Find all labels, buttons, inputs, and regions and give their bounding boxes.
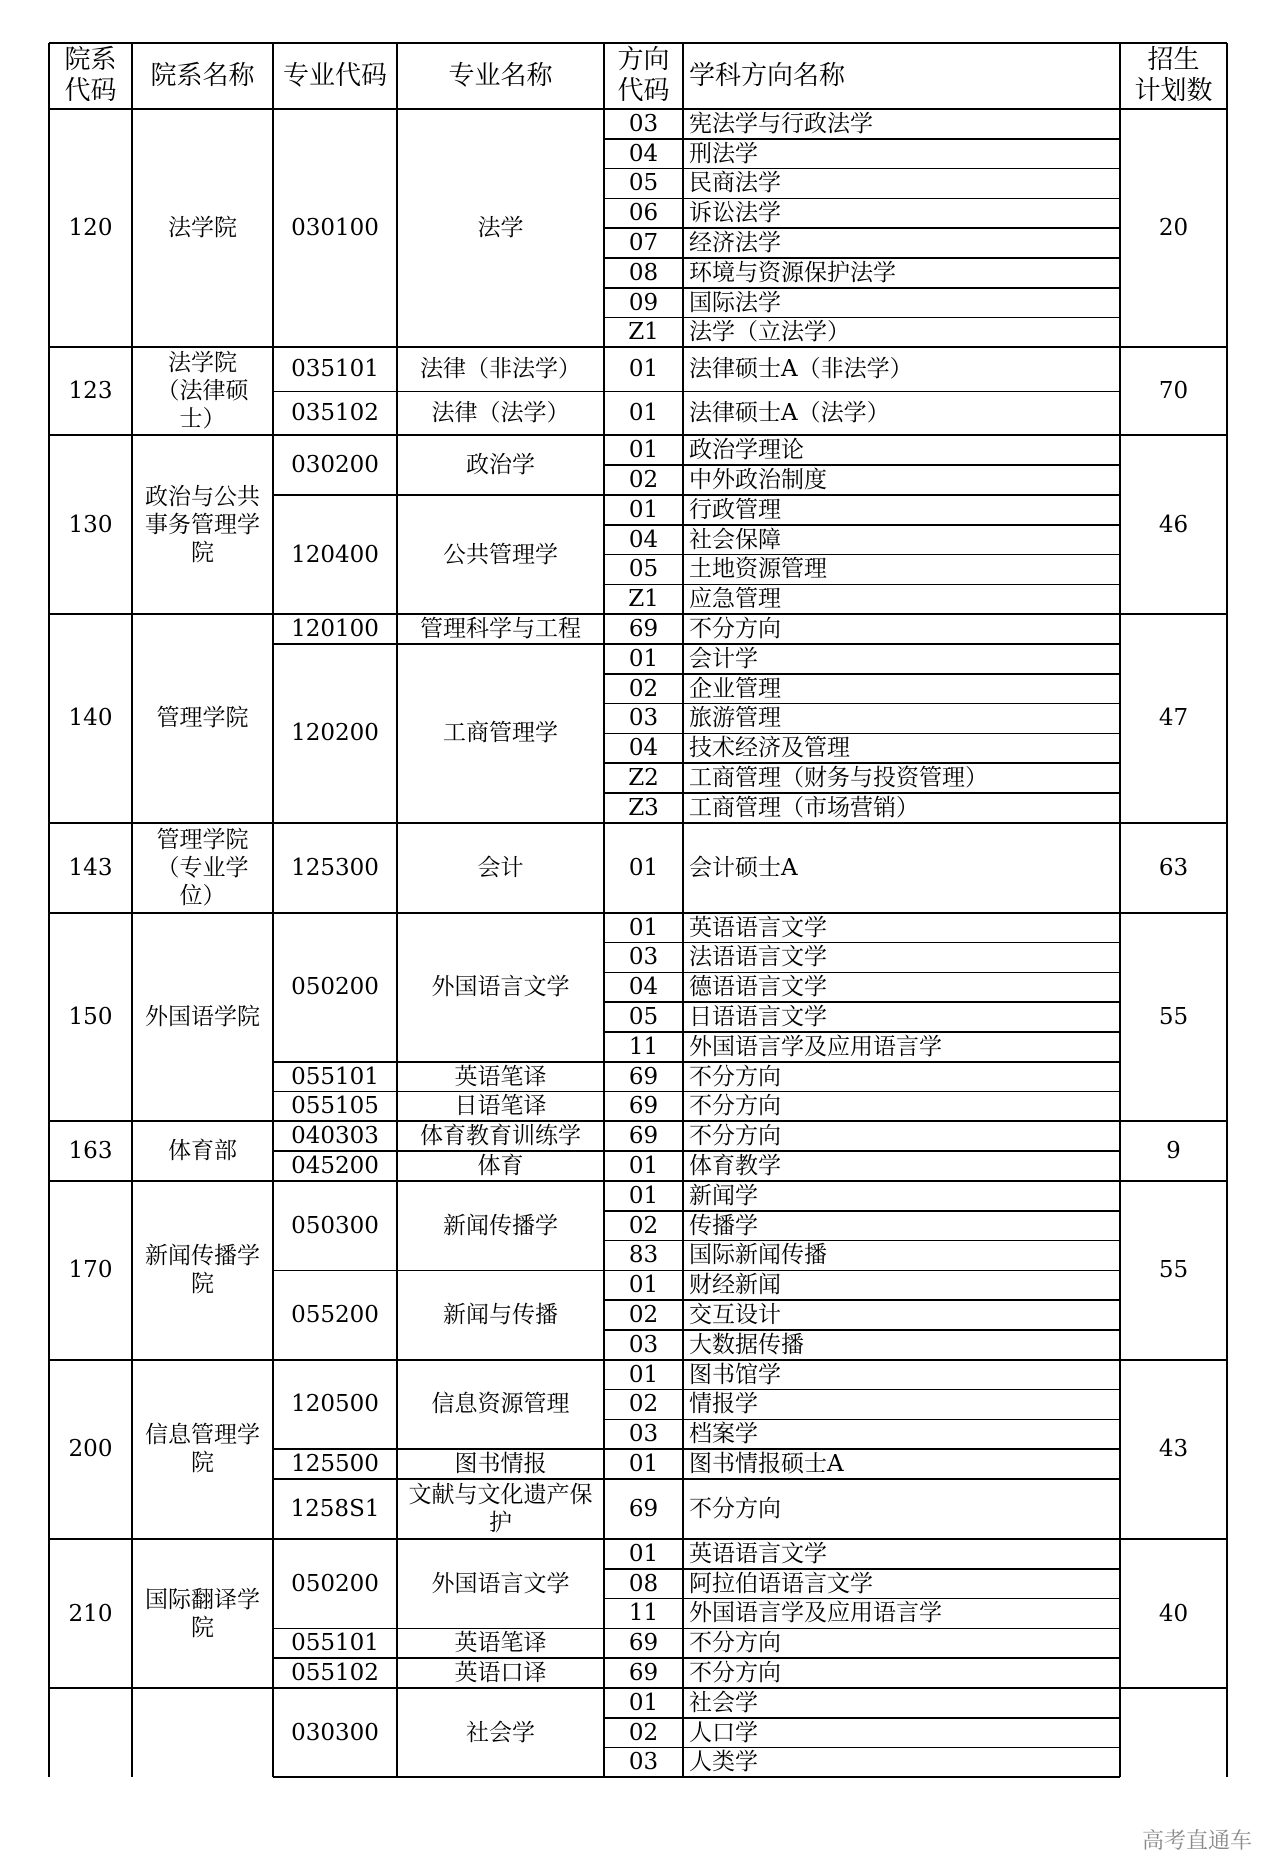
dept-name: 信息管理学 院 [145, 1422, 260, 1477]
direction-name: 外国语言学及应用语言学 [689, 1600, 942, 1627]
major-name: 信息资源管理 [431, 1391, 570, 1418]
major-name: 体育教育训练学 [420, 1123, 581, 1150]
direction-code: Z1 [628, 319, 659, 346]
direction-name: 中外政治制度 [689, 467, 827, 494]
direction-code: 05 [628, 170, 659, 197]
major-name: 工商管理学 [443, 720, 558, 747]
major-name: 新闻传播学 [443, 1212, 558, 1239]
direction-code: Z1 [628, 586, 659, 613]
direction-code: 06 [628, 200, 659, 227]
direction-name: 阿拉伯语语言文学 [689, 1570, 873, 1597]
major-name: 法学 [477, 215, 524, 242]
direction-name: 财经新闻 [689, 1272, 781, 1299]
direction-code: 03 [628, 1331, 659, 1358]
direction-name: 新闻学 [689, 1182, 758, 1209]
direction-code: 02 [628, 467, 659, 494]
major-name: 社会学 [466, 1719, 535, 1746]
major-name: 文献与文化遗产保 护 [408, 1482, 593, 1536]
direction-name: 外国语言学及应用语言学 [689, 1033, 942, 1060]
direction-code: 05 [628, 1004, 659, 1031]
direction-code: 01 [628, 1689, 659, 1716]
major-code: 045200 [291, 1153, 379, 1180]
direction-name: 刑法学 [689, 140, 758, 167]
direction-code: Z3 [628, 794, 659, 821]
direction-code: 01 [628, 1540, 659, 1567]
major-name: 日语笔译 [454, 1093, 547, 1120]
dept-name: 外国语学院 [145, 1004, 260, 1031]
major-name: 法律（法学） [431, 400, 570, 427]
direction-code: 05 [628, 556, 659, 583]
column-divider [1226, 43, 1228, 1777]
major-name: 图书情报 [454, 1451, 547, 1478]
dept-code: 140 [68, 705, 113, 732]
direction-name: 不分方向 [689, 1093, 781, 1120]
direction-name: 宪法学与行政法学 [689, 110, 873, 137]
direction-name: 会计硕士A [689, 854, 798, 881]
direction-code: 01 [628, 356, 659, 383]
dept-name: 管理学院 [156, 705, 249, 732]
major-code: 120500 [291, 1391, 379, 1418]
major-name: 政治学 [466, 452, 535, 479]
dept-name: 政治与公共 事务管理学 院 [145, 483, 260, 566]
direction-code: 02 [628, 1302, 659, 1329]
direction-name: 人口学 [689, 1719, 758, 1746]
direction-name: 社会学 [689, 1689, 758, 1716]
direction-code: 69 [628, 1093, 659, 1120]
direction-name: 档案学 [689, 1421, 758, 1448]
direction-name: 德语语言文学 [689, 974, 827, 1001]
direction-name: 英语语言文学 [689, 914, 827, 941]
direction-name: 旅游管理 [689, 705, 781, 732]
column-divider [682, 43, 684, 1777]
column-divider [396, 43, 398, 1777]
direction-code: 01 [628, 854, 659, 881]
direction-code: 01 [628, 645, 659, 672]
direction-name: 经济法学 [689, 230, 781, 257]
direction-code: 02 [628, 1391, 659, 1418]
direction-code: 03 [628, 944, 659, 971]
major-name: 英语笔译 [454, 1063, 547, 1090]
direction-code: 08 [628, 259, 659, 286]
quota-value: 46 [1158, 511, 1189, 538]
direction-name: 日语语言文学 [689, 1004, 827, 1031]
direction-code: 11 [628, 1033, 659, 1060]
major-code: 125500 [291, 1451, 379, 1478]
direction-name: 会计学 [689, 645, 758, 672]
direction-code: 04 [628, 735, 659, 762]
header-direction-code: 方向 代码 [617, 45, 670, 106]
direction-name: 政治学理论 [689, 437, 804, 464]
direction-name: 法律硕士A（非法学） [689, 356, 913, 383]
major-code: 1258S1 [290, 1496, 380, 1522]
direction-name: 图书馆学 [689, 1361, 781, 1388]
direction-code: 83 [628, 1242, 659, 1269]
direction-name: 不分方向 [689, 1496, 781, 1522]
major-code: 050200 [291, 1570, 379, 1597]
major-name: 体育 [477, 1153, 524, 1180]
direction-code: Z2 [628, 765, 659, 792]
quota-value: 55 [1158, 1257, 1189, 1284]
direction-name: 环境与资源保护法学 [689, 259, 896, 286]
direction-code: 01 [628, 914, 659, 941]
quota-value: 55 [1158, 1004, 1189, 1031]
direction-name: 企业管理 [689, 675, 781, 702]
direction-code: 01 [628, 1153, 659, 1180]
direction-code: 03 [628, 1749, 659, 1776]
direction-name: 社会保障 [689, 526, 781, 553]
direction-code: 09 [628, 289, 659, 316]
dept-code: 123 [68, 378, 113, 405]
direction-code: 04 [628, 140, 659, 167]
dept-name [132, 1688, 273, 1777]
dept-code: 143 [68, 854, 113, 881]
major-name: 新闻与传播 [443, 1302, 558, 1329]
column-divider [272, 43, 274, 1777]
header-major-code: 专业代码 [282, 60, 387, 91]
direction-name: 土地资源管理 [689, 556, 827, 583]
watermark-text: 高考直通车 [1141, 1829, 1252, 1854]
quota-value: 47 [1158, 705, 1189, 732]
direction-code: 01 [628, 437, 659, 464]
direction-code: 69 [628, 1630, 659, 1657]
dept-name: 法学院 （法律硕 士） [156, 350, 249, 433]
direction-name: 行政管理 [689, 496, 781, 523]
direction-name: 国际法学 [689, 289, 781, 316]
direction-name: 法学（立法学） [689, 319, 850, 346]
dept-code [49, 1688, 132, 1777]
major-code: 120100 [291, 616, 379, 643]
direction-code: 69 [628, 1660, 659, 1687]
major-name: 管理科学与工程 [420, 616, 581, 643]
major-name: 外国语言文学 [431, 1570, 570, 1597]
major-name: 英语笔译 [454, 1630, 547, 1657]
dept-code: 210 [68, 1600, 113, 1627]
quota-value: 40 [1158, 1600, 1189, 1627]
direction-code: 02 [628, 1212, 659, 1239]
direction-code: 69 [628, 1123, 659, 1150]
direction-name: 不分方向 [689, 1123, 781, 1150]
direction-name: 诉讼法学 [689, 200, 781, 227]
direction-code: 04 [628, 526, 659, 553]
direction-name: 不分方向 [689, 1630, 781, 1657]
dept-code: 130 [68, 511, 113, 538]
direction-code: 01 [628, 1272, 659, 1299]
dept-code: 200 [68, 1436, 113, 1463]
column-divider [603, 43, 605, 1777]
direction-name: 民商法学 [689, 170, 781, 197]
direction-code: 03 [628, 110, 659, 137]
major-name: 英语口译 [454, 1660, 547, 1687]
direction-name: 交互设计 [689, 1302, 781, 1329]
major-code: 120400 [291, 541, 379, 568]
direction-code: 08 [628, 1570, 659, 1597]
major-code: 050200 [291, 974, 379, 1001]
direction-name: 情报学 [689, 1391, 758, 1418]
dept-code: 170 [68, 1257, 113, 1284]
quota-value: 20 [1158, 215, 1189, 242]
direction-name: 法律硕士A（法学） [689, 400, 890, 427]
row-divider [273, 1776, 1120, 1778]
column-divider [48, 43, 50, 1777]
major-code: 055200 [291, 1302, 379, 1329]
direction-code: 02 [628, 1719, 659, 1746]
direction-code: 11 [628, 1600, 659, 1627]
direction-name: 法语语言文学 [689, 944, 827, 971]
direction-code: 01 [628, 1451, 659, 1478]
dept-name: 新闻传播学 院 [145, 1243, 260, 1298]
major-code: 040303 [291, 1123, 379, 1150]
dept-name: 国际翻译学 院 [145, 1586, 260, 1641]
major-code: 055102 [291, 1660, 379, 1687]
header-direction-name: 学科方向名称 [689, 60, 846, 91]
direction-code: 01 [628, 400, 659, 427]
major-code: 030300 [291, 1719, 379, 1746]
dept-code: 120 [68, 215, 113, 242]
quota-value: 9 [1166, 1138, 1181, 1165]
direction-name: 工商管理（市场营销） [689, 794, 919, 821]
direction-name: 不分方向 [689, 1660, 781, 1687]
direction-code: 03 [628, 705, 659, 732]
direction-name: 国际新闻传播 [689, 1242, 827, 1269]
direction-code: 01 [628, 1182, 659, 1209]
direction-name: 不分方向 [689, 1063, 781, 1090]
major-code: 055101 [291, 1063, 379, 1090]
column-divider [131, 43, 133, 1777]
direction-name: 大数据传播 [689, 1331, 804, 1358]
direction-name: 不分方向 [689, 616, 781, 643]
major-name: 法律（非法学） [420, 356, 581, 383]
major-code: 125300 [291, 854, 379, 881]
major-code: 120200 [291, 720, 379, 747]
header-quota: 招生 计划数 [1134, 45, 1213, 106]
direction-code: 69 [628, 1496, 659, 1522]
direction-name: 工商管理（财务与投资管理） [689, 765, 988, 792]
column-divider [1119, 43, 1121, 1777]
direction-name: 英语语言文学 [689, 1540, 827, 1567]
direction-code: 07 [628, 230, 659, 257]
dept-name: 管理学院 （专业学 位） [156, 826, 249, 909]
dept-code: 150 [68, 1004, 113, 1031]
dept-name: 法学院 [168, 215, 237, 242]
header-dept-name: 院系名称 [150, 60, 255, 91]
header-dept-code: 院系 代码 [64, 45, 117, 106]
direction-code: 69 [628, 1063, 659, 1090]
direction-code: 03 [628, 1421, 659, 1448]
major-code: 055101 [291, 1630, 379, 1657]
dept-code: 163 [68, 1138, 113, 1165]
major-code: 055105 [291, 1093, 379, 1120]
direction-name: 传播学 [689, 1212, 758, 1239]
major-code: 030200 [291, 452, 379, 479]
dept-name: 体育部 [168, 1138, 237, 1165]
quota-value: 70 [1158, 378, 1189, 405]
major-name: 外国语言文学 [431, 974, 570, 1001]
major-code: 050300 [291, 1212, 379, 1239]
direction-code: 69 [628, 616, 659, 643]
direction-code: 01 [628, 496, 659, 523]
major-code: 035102 [291, 400, 379, 427]
major-code: 030100 [291, 215, 379, 242]
direction-name: 技术经济及管理 [689, 735, 850, 762]
direction-name: 图书情报硕士A [689, 1451, 844, 1478]
direction-code: 02 [628, 675, 659, 702]
major-name: 公共管理学 [443, 541, 558, 568]
direction-name: 应急管理 [689, 586, 781, 613]
major-code: 035101 [291, 356, 379, 383]
quota-value [1120, 1688, 1227, 1777]
header-major-name: 专业名称 [448, 60, 553, 91]
major-name: 会计 [477, 854, 524, 881]
direction-code: 04 [628, 974, 659, 1001]
direction-name: 人类学 [689, 1749, 758, 1776]
direction-name: 体育教学 [689, 1153, 781, 1180]
quota-value: 43 [1158, 1436, 1189, 1463]
quota-value: 63 [1158, 854, 1189, 881]
direction-code: 01 [628, 1361, 659, 1388]
row-divider [49, 42, 1227, 44]
